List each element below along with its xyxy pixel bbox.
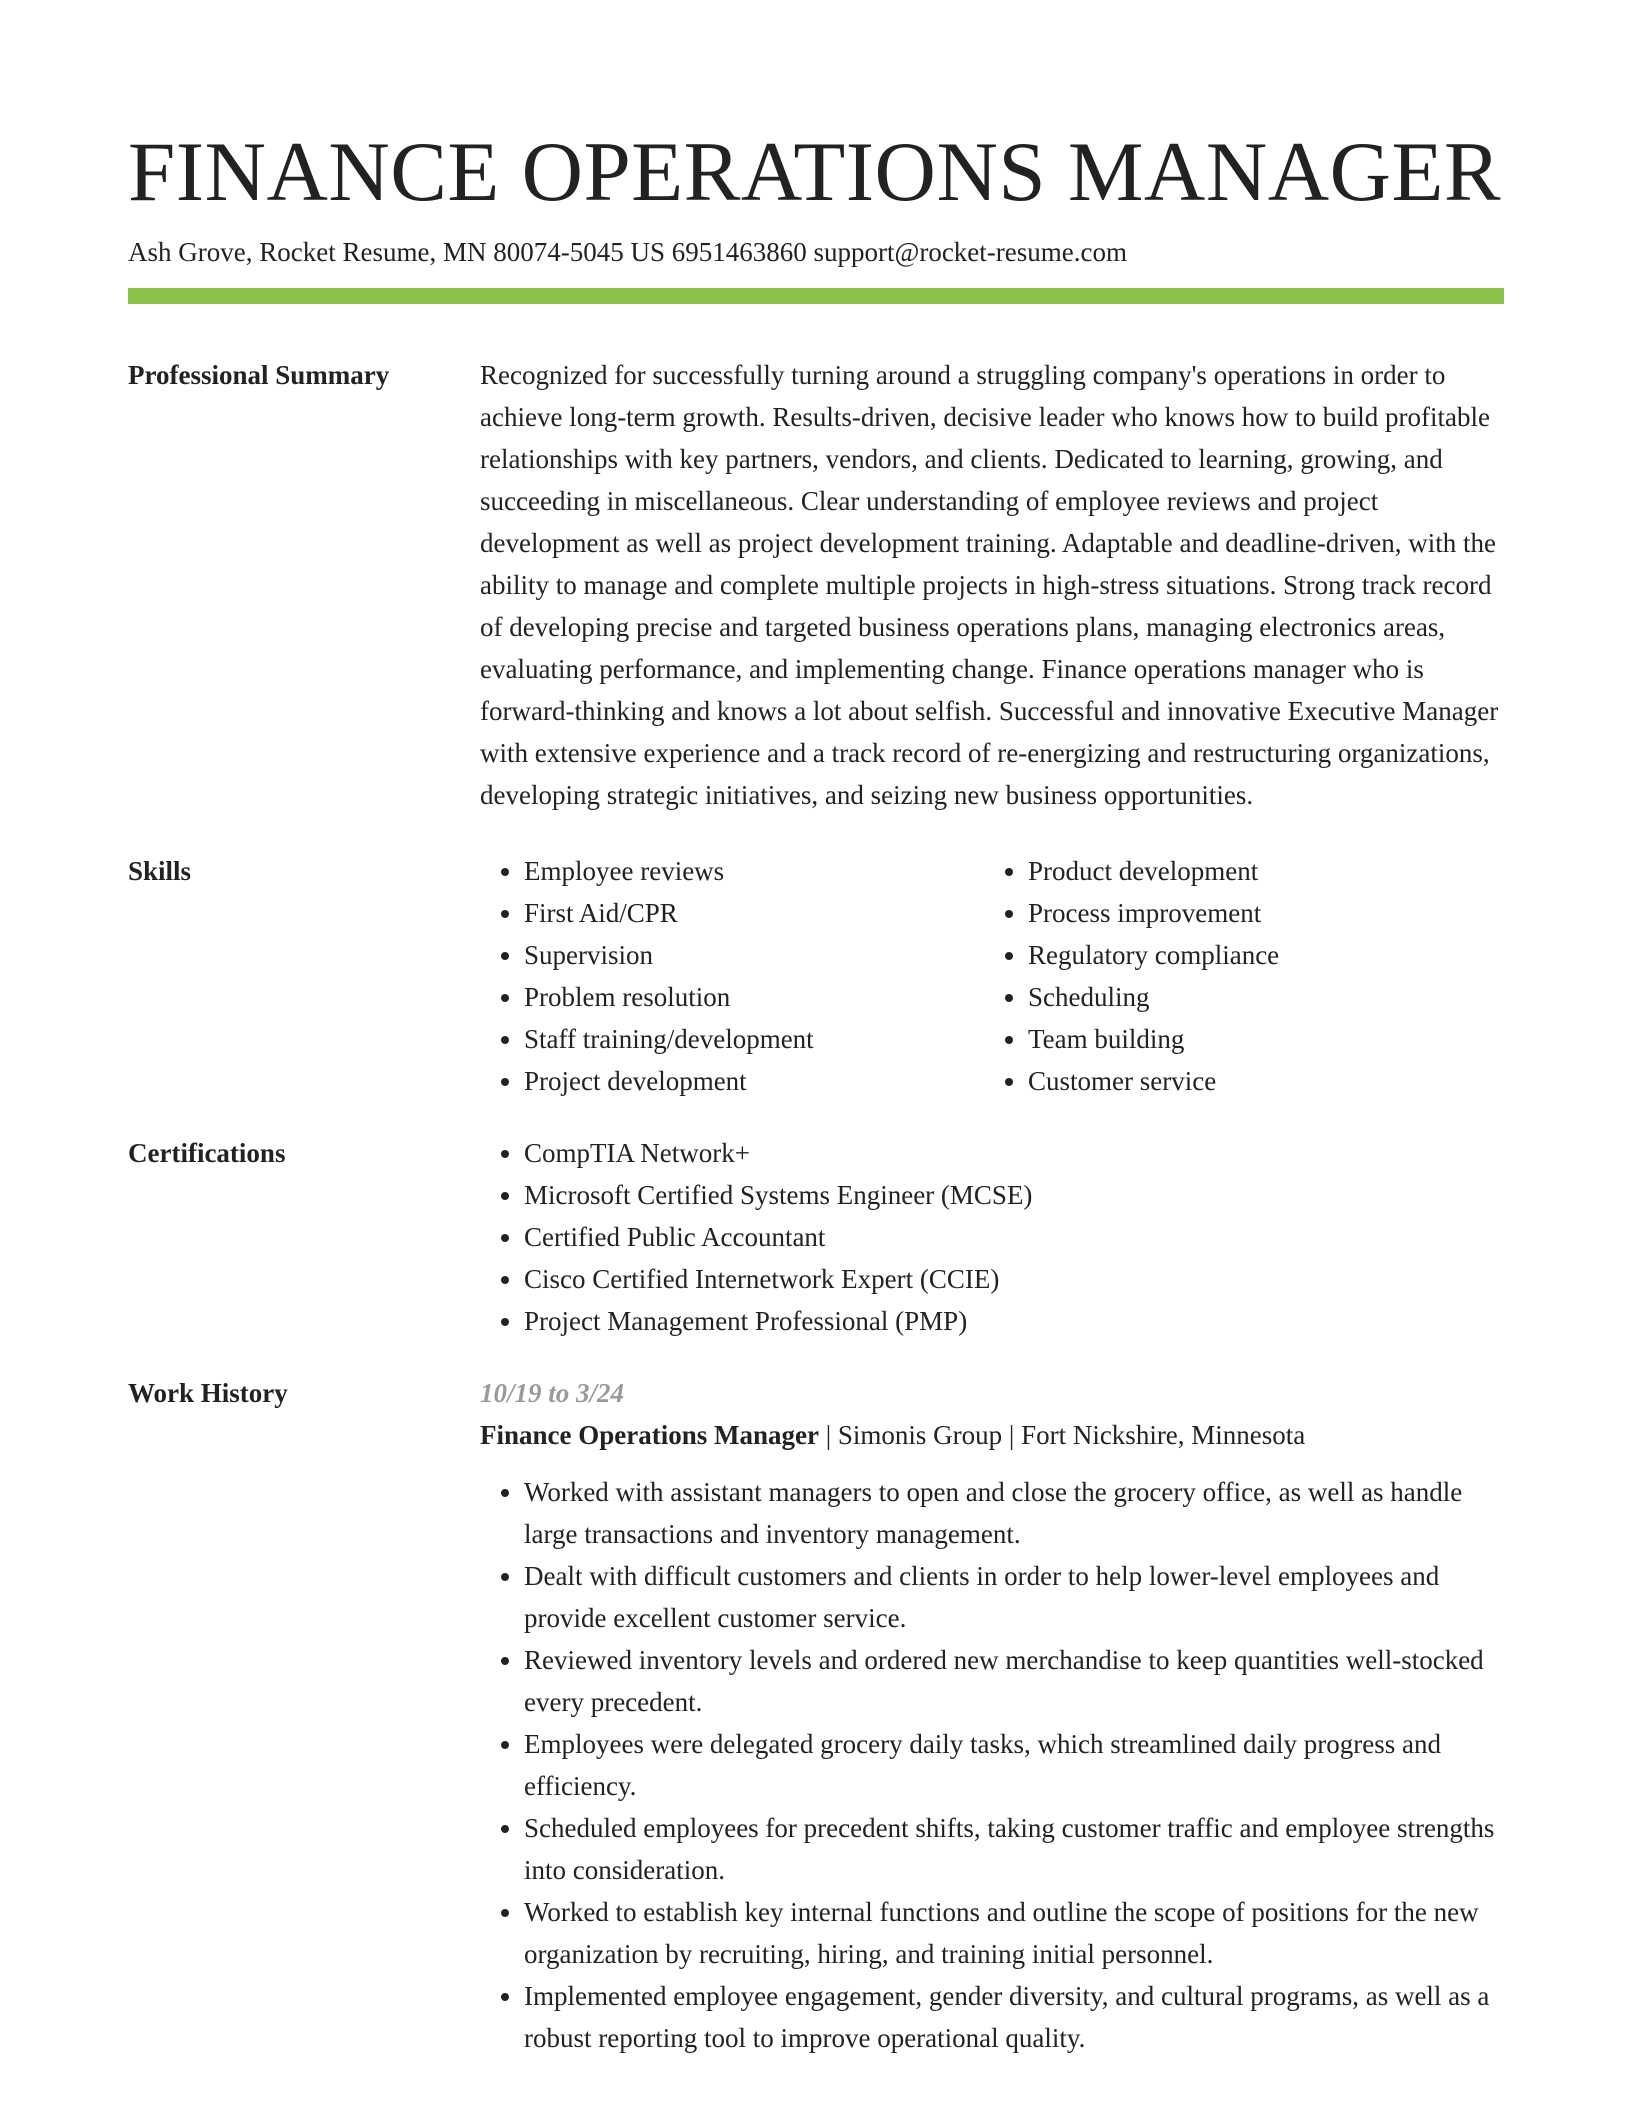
resume-page (128, 0, 1504, 2059)
list-item: • Worked with assistant managers to open and close the grocery office, as well as handle large transactions and inventory management. (524, 1471, 1504, 1555)
accent-divider (128, 288, 1504, 304)
summary-heading: Professional Summary (128, 360, 390, 390)
work-history-body (480, 1372, 1504, 2059)
work-history-section (128, 1372, 1504, 2059)
list-item: • Worked to establish key internal functions and outline the scope of positions for the new organization by recruiting, hiring, and training initial personnel. (524, 1891, 1504, 1975)
certifications-section (128, 1132, 1504, 1342)
summary-text: Recognized for successfully turning around a struggling company's operations in order to achieve long-term growth. Results-driven, decisive leader who knows how to build profitable relationships with key partners, vendors, and clients. Dedicated to learning, growing, and succeeding in miscellaneous. Clear understanding of employee reviews and project development as well as project development training. Adaptable and deadline-driven, with the ability to manage and complete multiple projects in high-stress situations. Strong track record of developing precise and targeted business operations plans, managing electronics areas, evaluating performance, and implementing change. Finance operations manager who is forward-thinking and knows a lot about selfish. Successful and innovative Executive Manager with extensive experience and a track record of re-energizing and restructuring organizations, developing strategic initiatives, and seizing new business opportunities. (480, 360, 1499, 810)
job-header: Finance Operations Manager | Simonis Group | Fort Nickshire, Minnesota (480, 1420, 1306, 1450)
skills-body (480, 850, 1504, 1102)
certifications-list (480, 1132, 1504, 1342)
list-item: • Implemented employee engagement, gender diversity, and cultural programs, as well as a robust reporting tool to improve operational quality. (524, 1975, 1504, 2059)
list-item: • Reviewed inventory levels and ordered new merchandise to keep quantities well-stocked every precedent. (524, 1639, 1504, 1723)
skills-column-left (480, 850, 984, 1102)
list-item: • Product development (1028, 850, 1488, 892)
job-company: Simonis Group (837, 1420, 1003, 1450)
list-item: • Team building (1028, 1018, 1488, 1060)
contact-address: Ash Grove, Rocket Resume, MN 80074-5045 US (128, 237, 665, 267)
list-item: • Regulatory compliance (1028, 934, 1488, 976)
contact-phone: 6951463860 (671, 237, 807, 267)
list-item: • Dealt with difficult customers and clients in order to help lower-level employees and provide excellent customer service. (524, 1555, 1504, 1639)
list-item: • Supervision (524, 934, 984, 976)
skills-section (128, 850, 1504, 1102)
certifications-heading: Certifications (128, 1138, 286, 1168)
list-item: • Project Management Professional (PMP) (524, 1300, 1504, 1342)
list-item: • Project development (524, 1060, 984, 1102)
list-item: • Customer service (1028, 1060, 1488, 1102)
list-item: • Staff training/development (524, 1018, 984, 1060)
contact-line (128, 234, 1504, 270)
list-item: • Process improvement (1028, 892, 1488, 934)
candidate-name: FINANCE OPERATIONS MANAGER (128, 125, 1502, 219)
job-location: Fort Nickshire, Minnesota (1021, 1420, 1306, 1450)
job-title: Finance Operations Manager (480, 1420, 819, 1450)
summary-body (480, 354, 1504, 816)
list-item: • Scheduling (1028, 976, 1488, 1018)
job-dates: 10/19 to 3/24 (480, 1378, 625, 1408)
list-item: • Problem resolution (524, 976, 984, 1018)
list-item: • Employees were delegated grocery daily tasks, which streamlined daily progress and efficiency. (524, 1723, 1504, 1807)
list-item: • CompTIA Network+ (524, 1132, 1504, 1174)
job-bullet-list (480, 1471, 1504, 2059)
contact-email: support@rocket-resume.com (813, 237, 1127, 267)
list-item: • Certified Public Accountant (524, 1216, 1504, 1258)
list-item: • Cisco Certified Internetwork Expert (CCIE) (524, 1258, 1504, 1300)
list-item: • First Aid/CPR (524, 892, 984, 934)
summary-section (128, 354, 1504, 816)
list-item: • Microsoft Certified Systems Engineer (MCSE) (524, 1174, 1504, 1216)
work-history-heading: Work History (128, 1378, 288, 1408)
list-item: • Scheduled employees for precedent shifts, taking customer traffic and employee strengths into consideration. (524, 1807, 1504, 1891)
certifications-body (480, 1132, 1504, 1342)
skills-column-right (984, 850, 1488, 1102)
skills-heading: Skills (128, 856, 192, 886)
list-item: • Employee reviews (524, 850, 984, 892)
